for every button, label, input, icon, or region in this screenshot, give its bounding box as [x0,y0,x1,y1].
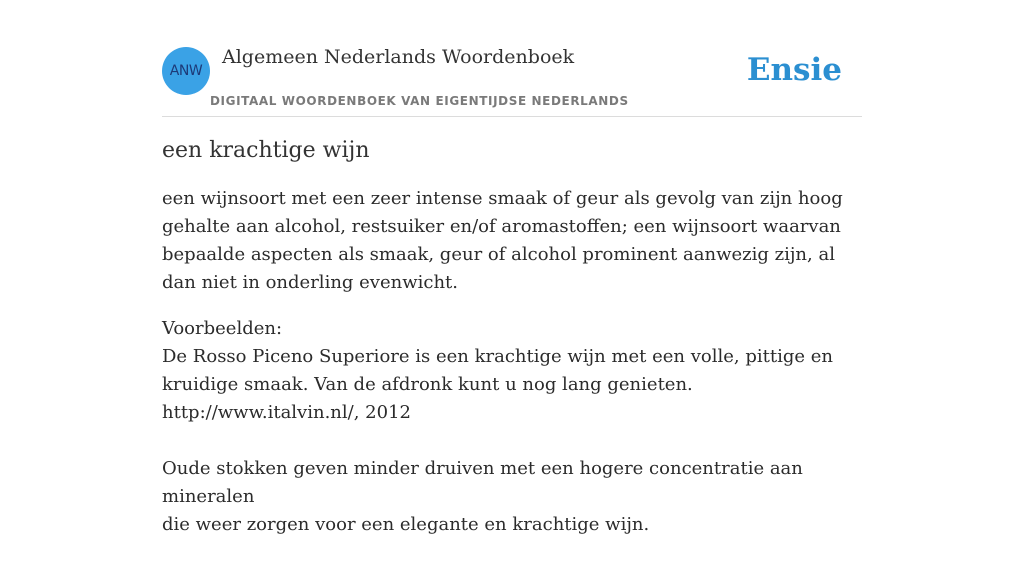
example-source: http://www.italvin.nl/, 2012 [162,402,411,423]
site-title[interactable]: Algemeen Nederlands Woordenboek [222,46,575,68]
example-text-line: kruidige smaak. Van de afdronk kunt u nog lang genieten. [162,374,693,395]
anw-logo[interactable]: ANW [162,47,210,95]
example-text-line: Oude stokken geven minder druiven met een hogere concentratie aan mineralen [162,458,803,507]
examples-label: Voorbeelden: [162,318,283,339]
site-subtitle: DIGITAAL WOORDENBOEK VAN EIGENTIJDSE NEDERLANDS [210,94,629,108]
example-text-line: De Rosso Piceno Superiore is een krachtige wijn met een volle, pittige en [162,346,834,367]
example-text-line: die weer zorgen voor een elegante en krachtige wijn. [162,514,650,535]
site-header [162,44,862,117]
definition: een wijnsoort met een zeer intense smaak of geur als gevolg van zijn hoog gehalte aan alcohol, restsuiker en/of aromastoffen; een wijnsoort waarvan bepaalde aspecten als smaak, geur of alcohol prominent aanwezig zijn, al dan niet in onderling evenwicht. [162,188,843,293]
example-1 [162,343,862,427]
example-2 [162,455,862,539]
entry-content [162,138,862,567]
headword: een krachtige wijn [162,138,370,163]
ensie-logo[interactable]: Ensie [746,52,842,88]
